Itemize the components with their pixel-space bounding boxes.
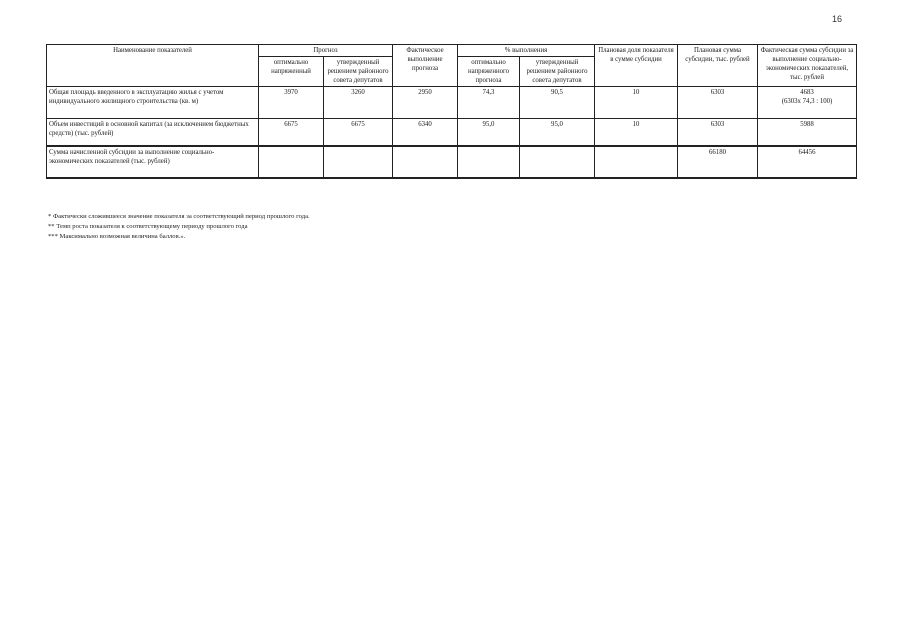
row-indicator-name: Объем инвестиций в основной капитал (за исключением бюджетных средств) (тыс. рублей) <box>47 119 259 146</box>
header-planned-sum: Плановая сумма субсидии, тыс. рублей <box>678 45 758 87</box>
cell-forecast-optimal: 3970 <box>259 87 324 119</box>
cell-actual: 6340 <box>393 119 458 146</box>
total-row <box>47 146 857 178</box>
header-planned-share: Плановая доля показателя в сумме субсидии <box>595 45 678 87</box>
header-actual: Фактическое выполнение прогноза <box>393 45 458 87</box>
total-planned-sum: 66180 <box>678 146 758 178</box>
table-row <box>47 119 857 146</box>
actual-sum-value: 4683 <box>800 89 814 96</box>
cell-forecast-optimal: 6675 <box>259 119 324 146</box>
total-empty <box>259 146 324 178</box>
cell-share: 10 <box>595 119 678 146</box>
cell-pct-optimal: 74,3 <box>458 87 520 119</box>
footnote: *** Максимально возможная величина баллов.». <box>48 233 186 240</box>
footnote: ** Темп роста показателя к соответствующему периоду прошлого года <box>48 223 248 230</box>
cell-pct-approved: 95,0 <box>520 119 595 146</box>
row-indicator-name: Общая площадь введенного в эксплуатацию жилья с учетом индивидуального жилищного строительства (кв. м) <box>47 87 259 119</box>
cell-share: 10 <box>595 87 678 119</box>
total-label: Сумма начисленной субсидии за выполнение социально-экономических показателей (тыс. рублей) <box>47 146 259 178</box>
header-completion-optimal: оптимально напряженного прогноза <box>458 57 520 87</box>
total-empty <box>595 146 678 178</box>
page-number: 16 <box>832 14 843 24</box>
cell-forecast-approved: 3260 <box>324 87 393 119</box>
cell-planned-sum: 6303 <box>678 119 758 146</box>
actual-sum-formula: (6303х 74,3 : 100) <box>781 98 833 105</box>
header-forecast: Прогноз <box>259 45 393 57</box>
header-completion-approved: утвержденный решением районного совета депутатов <box>520 57 595 87</box>
total-actual-sum: 64456 <box>758 146 857 178</box>
total-empty <box>520 146 595 178</box>
subsidy-table <box>46 44 857 179</box>
table-row <box>47 87 857 119</box>
cell-actual-sum: 5988 <box>758 119 857 146</box>
header-completion: % выполнения <box>458 45 595 57</box>
cell-pct-approved: 90,5 <box>520 87 595 119</box>
footnote: * Фактически сложившееся значение показателя за соответствующий период прошлого года. <box>48 213 310 220</box>
cell-planned-sum: 6303 <box>678 87 758 119</box>
header-indicator: Наименование показателей <box>47 45 259 87</box>
header-actual-sum: Фактическая сумма субсидии за выполнение социально-экономических показателей, тыс. рублей <box>758 45 857 87</box>
total-empty <box>324 146 393 178</box>
cell-actual: 2950 <box>393 87 458 119</box>
total-empty <box>458 146 520 178</box>
total-empty <box>393 146 458 178</box>
cell-actual-sum <box>758 87 857 119</box>
footnotes <box>48 212 310 242</box>
header-forecast-approved: утвержденный решением районного совета депутатов <box>324 57 393 87</box>
cell-pct-optimal: 95,0 <box>458 119 520 146</box>
header-forecast-optimal: оптимально напряженный <box>259 57 324 87</box>
cell-forecast-approved: 6675 <box>324 119 393 146</box>
